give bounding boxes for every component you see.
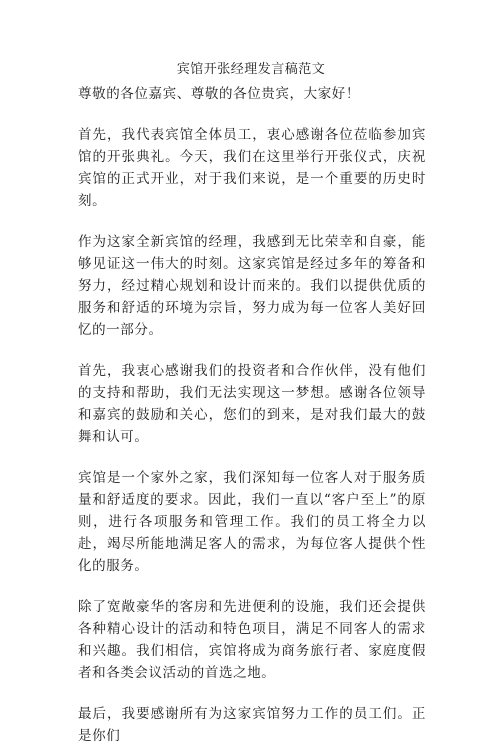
- body-paragraph: 作为这家全新宾馆的经理，我感到无比荣幸和自豪，能够见证这一伟大的时刻。这家宾馆是经过多年的筹备和努力，经过精心规划和设计而来的。我们以提供优质的服务和舒适的环境为宗旨，努力成为每一位客人美好回忆的一部分。: [78, 234, 426, 338]
- greeting-paragraph: 尊敬的各位嘉宾、尊敬的各位贵宾，大家好！: [78, 86, 360, 102]
- paragraph-spacer: [78, 448, 426, 467]
- body-paragraph: 首先，我衷心感谢我们的投资者和合作伙伴，没有他们的支持和帮助，我们无法实现这一梦想。感谢各位领导和嘉宾的鼓励和关心，您们的到来，是对我们最大的鼓舞和认可。: [78, 363, 426, 445]
- paragraph-spacer: [78, 577, 426, 596]
- body-paragraph: 除了宽敞豪华的客房和先进便利的设施，我们还会提供各种精心设计的活动和特色项目，满足不同客人的需求和兴趣。我们相信，宾馆将成为商务旅行者、家庭度假者和各类会议活动的首选之地。: [78, 599, 426, 681]
- document-body: [78, 83, 426, 747]
- body-paragraph: 首先，我代表宾馆全体员工，衷心感谢各位莅临参加宾馆的开张典礼。今天，我们在这里举行开张仪式，庆祝宾馆的正式开业，对于我们来说，是一个重要的历史时刻。: [78, 127, 426, 209]
- body-paragraph: 最后，我要感谢所有为这家宾馆努力工作的员工们。正是你们: [78, 706, 426, 744]
- body-paragraph: 宾馆是一个家外之家，我们深知每一位客人对于服务质量和舒适度的要求。因此，我们一直以“客户至上”的原则，进行各项服务和管理工作。我们的员工将全力以赴，竭尽所能地满足客人的需求，为每位客人提供个性化的服务。: [78, 470, 426, 574]
- paragraph-spacer: [78, 684, 426, 703]
- paragraph-spacer: [78, 341, 426, 360]
- paragraph-spacer: [78, 212, 426, 231]
- document-title: 宾馆开张经理发言稿范文: [176, 62, 326, 77]
- paragraph-spacer: [78, 105, 426, 124]
